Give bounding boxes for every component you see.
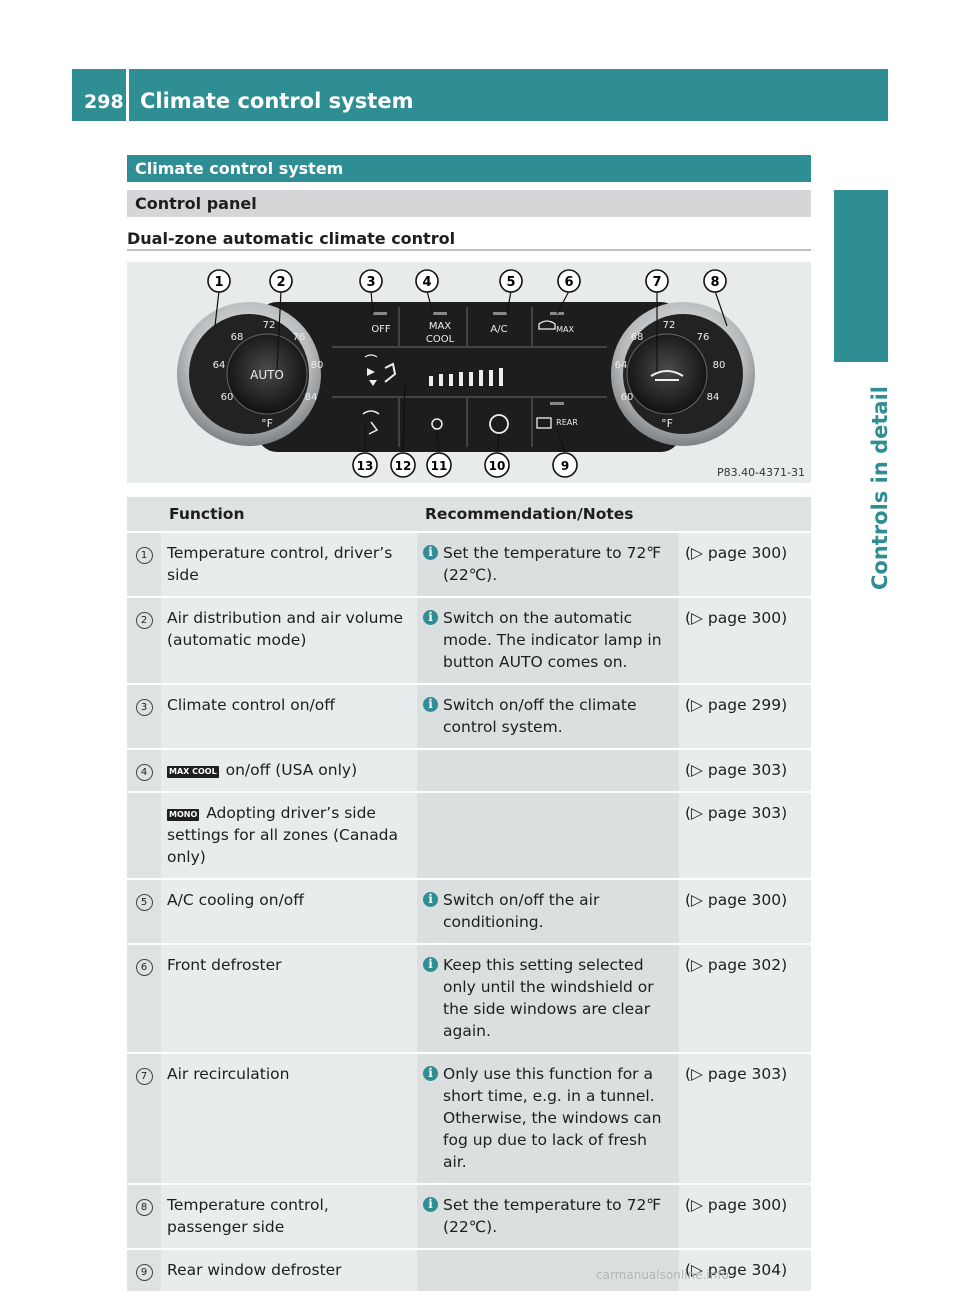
notes-cell [417,597,679,684]
row-number-cell [127,792,161,879]
page-reference-link[interactable]: (▷ page 300) [685,544,788,562]
header-num [127,497,161,532]
page-reference-link[interactable]: (▷ page 303) [685,761,788,779]
function-cell [161,1249,417,1292]
callout-5 [500,270,522,292]
row-number-cell [127,684,161,749]
right-tick-60: 60 [620,392,634,403]
table-row [127,944,811,1053]
button-symbol-icon: MONO [169,810,198,819]
function-text: Temperature control, passenger side [167,1196,329,1236]
right-dial-knob [627,334,707,414]
page-reference-cell [679,1053,811,1184]
left-tick-68: 68 [230,332,244,343]
right-tick-84: 84 [706,392,720,403]
page-reference-cell [679,879,811,944]
button-symbol-icon: MAX COOL [169,767,217,776]
svg-text:9: 9 [560,459,570,473]
notes-cell [417,749,679,792]
function-text: on/off (USA only) [225,761,358,779]
page-reference-link[interactable]: (▷ page 303) [685,1065,788,1083]
row-number: 5 [136,894,153,911]
info-icon: i [423,697,438,712]
svg-text:6: 6 [564,275,574,290]
left-tick-84: 84 [304,392,318,403]
left-tick-72: 72 [262,320,276,331]
page-reference-link[interactable]: (▷ page 300) [685,1196,788,1214]
row-number-cell [127,1184,161,1249]
ac-button-label: A/C [490,324,508,335]
page-reference-cell [679,597,811,684]
callouts-top [208,270,726,292]
note-text: Switch on the automatic mode. The indicator lamp in button AUTO comes on. [443,609,662,671]
info-icon: i [423,1066,438,1081]
table-row [127,684,811,749]
page-reference-cell [679,792,811,879]
control-panel-figure [127,262,811,483]
function-table [127,497,811,1293]
max-cool-button-lamp [433,312,447,315]
callouts-bottom [353,453,577,477]
row-number-cell [127,597,161,684]
off-button-label: OFF [371,324,391,335]
function-cell [161,792,417,879]
svg-text:11: 11 [430,459,448,473]
left-tick-60: 60 [220,392,234,403]
right-tick-76: 76 [696,332,710,343]
header-notes: Recommendation/Notes [417,497,679,532]
function-cell [161,749,417,792]
info-icon: i [423,892,438,907]
callout-7 [646,270,668,292]
page-reference-cell [679,532,811,597]
left-tick-80: 80 [310,360,324,371]
ac-button-lamp [493,312,507,315]
table-row [127,1053,811,1184]
function-text: Front defroster [167,956,282,974]
right-tick-80: 80 [712,360,726,371]
note-text: Switch on/off the air conditioning. [443,891,600,931]
svg-text:13: 13 [356,459,374,473]
notes-cell [417,792,679,879]
function-text: Air distribution and air volume (automatic mode) [167,609,404,649]
function-text: Air recirculation [167,1065,290,1083]
right-tick-72: 72 [662,320,676,331]
page-reference-cell [679,684,811,749]
row-number: 4 [136,764,153,781]
info-icon: i [423,957,438,972]
function-cell [161,684,417,749]
page-header [72,69,888,121]
row-number: 8 [136,1199,153,1216]
page-reference-cell [679,749,811,792]
rear-defrost-lamp [550,402,564,405]
header-ref [679,497,811,532]
note-text: Keep this setting selected only until the windshield or the side windows are clear again. [443,956,654,1040]
right-dial-unit: °F [661,417,673,430]
watermark: carmanualsonline.info [596,1268,729,1282]
callout-3 [360,270,382,292]
table-row [127,532,811,597]
defrost-button-label: MAX [556,325,574,334]
function-text: A/C cooling on/off [167,891,304,909]
function-cell [161,1184,417,1249]
function-text: Adopting driver’s side settings for all zones (Canada only) [167,804,399,866]
row-number: 7 [136,1068,153,1085]
header-divider [126,69,129,121]
figure-reference-code: P83.40-4371-31 [716,466,805,479]
page-reference-link[interactable]: (▷ page 303) [685,804,788,822]
info-icon: i [423,1197,438,1212]
left-dial-center: AUTO [250,368,284,382]
row-number-cell [127,1053,161,1184]
page-reference-link[interactable]: (▷ page 300) [685,609,788,627]
callout-10 [485,453,509,477]
function-text: Climate control on/off [167,696,335,714]
table-row [127,879,811,944]
header-title: Climate control system [140,89,414,113]
function-cell [161,532,417,597]
row-number-cell [127,879,161,944]
info-icon: i [423,545,438,560]
svg-text:7: 7 [652,275,662,290]
notes-cell [417,879,679,944]
row-number-cell [127,749,161,792]
svg-text:12: 12 [394,459,412,473]
callout-9 [553,453,577,477]
page-number: 298 [84,91,124,113]
function-text: Rear window defroster [167,1261,342,1279]
table-row [127,1184,811,1249]
row-number: 1 [136,547,153,564]
callout-2 [270,270,292,292]
right-tick-68: 68 [630,332,644,343]
note-text: Only use this function for a short time, e.g. in a tunnel. Otherwise, the windows can fog up due to lack of fresh air. [443,1065,662,1171]
subsection-title: Control panel [127,190,811,217]
callout-4 [416,270,438,292]
left-dial-unit: °F [261,417,273,430]
right-tick-64: 64 [614,360,628,371]
row-number: 9 [136,1264,153,1281]
function-text: Temperature control, driver’s side [167,544,393,584]
notes-cell [417,532,679,597]
callout-11 [427,453,451,477]
side-tab [834,190,888,362]
note-text: Set the temperature to 72℉ (22℃). [443,544,662,584]
row-number-cell [127,532,161,597]
row-number: 3 [136,699,153,716]
callout-6 [558,270,580,292]
function-cell [161,1053,417,1184]
control-panel-illustration [127,262,811,483]
svg-text:8: 8 [710,275,720,290]
table-row [127,749,811,792]
page-reference-link[interactable]: (▷ page 302) [685,956,788,974]
left-tick-64: 64 [212,360,226,371]
note-text: Set the temperature to 72℉ (22℃). [443,1196,662,1236]
svg-text:3: 3 [366,275,376,290]
table-row [127,792,811,879]
page-reference-cell [679,944,811,1053]
row-number-cell [127,1249,161,1292]
rear-defrost-label: REAR [556,418,578,427]
table-body [127,532,811,1292]
page-heading: Dual-zone automatic climate control [127,229,811,251]
page-reference-link[interactable]: (▷ page 299) [685,696,788,714]
page-reference-cell [679,1184,811,1249]
info-icon: i [423,610,438,625]
page-reference-link[interactable]: (▷ page 304) [685,1261,788,1279]
max-cool-button-label-2: COOL [425,334,455,345]
table-header-row [127,497,811,532]
row-number-cell [127,944,161,1053]
notes-cell [417,1184,679,1249]
function-cell [161,879,417,944]
svg-text:10: 10 [488,459,506,473]
off-button-lamp [373,312,387,315]
table-row [127,597,811,684]
svg-text:4: 4 [422,275,432,290]
header-function: Function [161,497,417,532]
page-reference-link[interactable]: (▷ page 300) [685,891,788,909]
svg-text:2: 2 [276,275,286,290]
max-cool-button-label-1: MAX [428,321,452,332]
section-title: Climate control system [127,155,811,182]
row-number: 6 [136,959,153,976]
callout-13 [353,453,377,477]
left-tick-76: 76 [292,332,306,343]
callout-1 [208,270,230,292]
callout-12 [391,453,415,477]
row-number: 2 [136,612,153,629]
svg-text:1: 1 [214,275,224,290]
note-text: Switch on/off the climate control system. [443,696,637,736]
side-label: Controls in detail [868,386,892,590]
notes-cell [417,944,679,1053]
notes-cell [417,684,679,749]
svg-text:5: 5 [506,275,516,290]
callout-8 [704,270,726,292]
notes-cell [417,1053,679,1184]
function-cell [161,944,417,1053]
function-cell [161,597,417,684]
